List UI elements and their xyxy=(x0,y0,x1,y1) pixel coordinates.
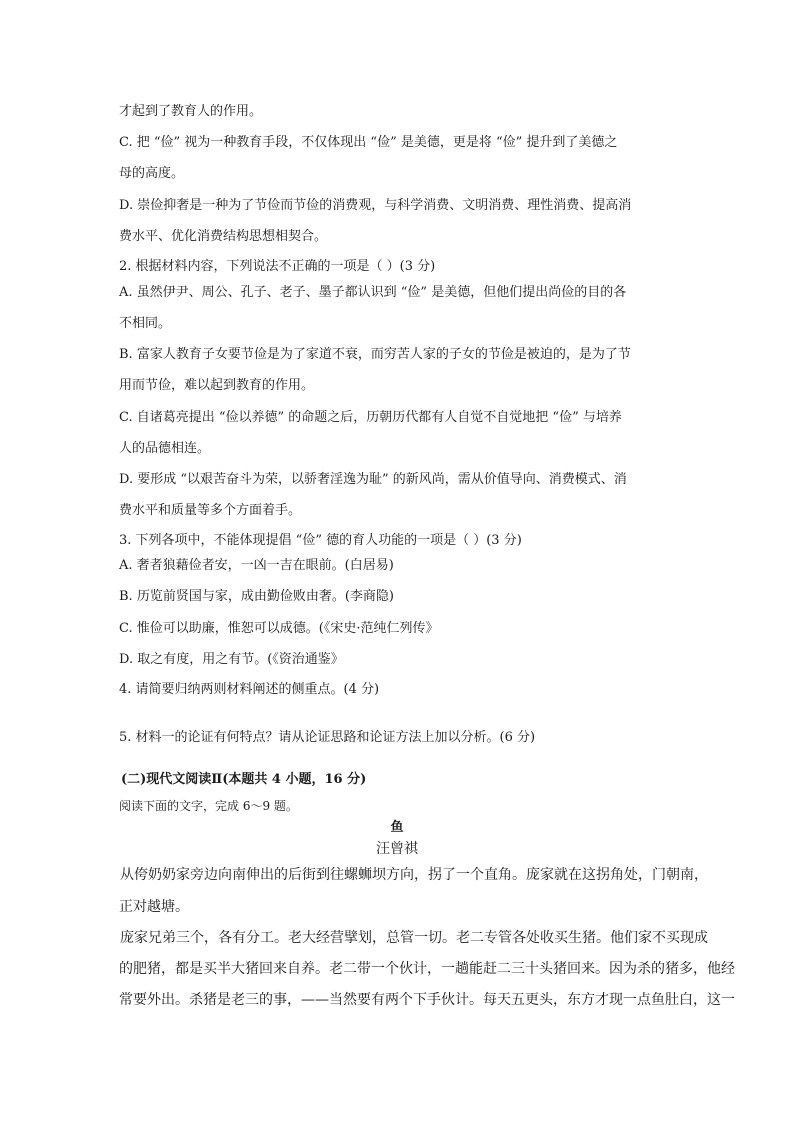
option-a: A. 奢者狼藉俭者安，一凶一吉在眼前。(白居易) xyxy=(119,558,394,573)
text-line: 费水平和质量等多个方面着手。 xyxy=(119,503,302,518)
section-heading: (二)现代文阅读Ⅱ(本题共 4 小题，16 分) xyxy=(121,772,367,787)
option-d: D. 要形成 “以艰苦奋斗为荣，以骄奢淫逸为耻” 的新风尚，需从价值导向、消费模式、消 xyxy=(119,472,627,487)
option-d: D. 取之有度，用之有节。(《资治通鉴》 xyxy=(119,652,344,667)
text-line: 不相同。 xyxy=(119,316,172,331)
paragraph-line: 正对越塘。 xyxy=(119,899,189,915)
article-title: 鱼 xyxy=(390,820,404,835)
text-line: 人的品德相连。 xyxy=(119,441,211,456)
article-author: 汪曾祺 xyxy=(376,841,418,857)
paragraph-line: 常要外出。杀猪是老三的事，——当然要有两个下手伙计。每天五更头，东方才现一点鱼肚白，这一 xyxy=(119,992,735,1008)
section-instruction: 阅读下面的文字，完成 6～9 题。 xyxy=(119,799,298,813)
option-a: A. 虽然伊尹、周公、孔子、老子、墨子都认识到 “俭” 是美德，但他们提出尚俭的目的各 xyxy=(119,285,627,300)
option-d: D. 崇俭抑奢是一种为了节俭而节俭的消费观，与科学消费、文明消费、理性消费、提高消 xyxy=(119,198,632,213)
paragraph-line: 的肥猪，都是买半大猪回来自养。老二带一个伙计，一趟能赶二三十头猪回来。因为杀的猪多，他经 xyxy=(119,961,735,977)
question-5: 5. 材料一的论证有何特点？请从论证思路和论证方法上加以分析。(6 分) xyxy=(119,730,536,745)
option-c: C. 自诸葛亮提出 “俭以养德” 的命题之后，历朝历代都有人自觉不自觉地把 “俭” 与培养 xyxy=(119,410,622,425)
paragraph-line: 从侉奶奶家旁边向南伸出的后街到往螺蛳坝方向，拐了一个直角。庞家就在这拐角处，门朝南， xyxy=(120,867,708,883)
option-b: B. 富家人教育子女要节俭是为了家道不衰，而穷苦人家的子女的节俭是被迫的，是为了节 xyxy=(119,347,631,362)
question-2: 2. 根据材料内容，下列说法不正确的一项是（ ）(3 分) xyxy=(119,259,436,274)
text-line: 才起到了教育人的作用。 xyxy=(119,104,263,119)
text-line: 用而节俭，难以起到教育的作用。 xyxy=(119,378,315,393)
text-line: 费水平、优化消费结构思想相契合。 xyxy=(119,229,328,244)
option-c: C. 惟俭可以助廉，惟恕可以成德。(《宋史·范纯仁列传》 xyxy=(119,621,439,636)
question-3: 3. 下列各项中，不能体现提倡 “俭” 德的育人功能的一项是（ ）(3 分) xyxy=(119,533,522,548)
option-b: B. 历览前贤国与家，成由勤俭败由奢。(李商隐) xyxy=(119,589,394,604)
question-4: 4. 请简要归纳两则材料阐述的侧重点。(4 分) xyxy=(119,682,380,697)
text-line: 母的高度。 xyxy=(119,166,185,181)
option-c: C. 把 “俭” 视为一种教育手段，不仅体现出 “俭” 是美德，更是将 “俭” 提升到了美德之 xyxy=(119,135,618,150)
paragraph-line: 庞家兄弟三个，各有分工。老大经营擘划，总管一切。老二专管各处收买生猪。他们家不买现成 xyxy=(120,930,708,946)
